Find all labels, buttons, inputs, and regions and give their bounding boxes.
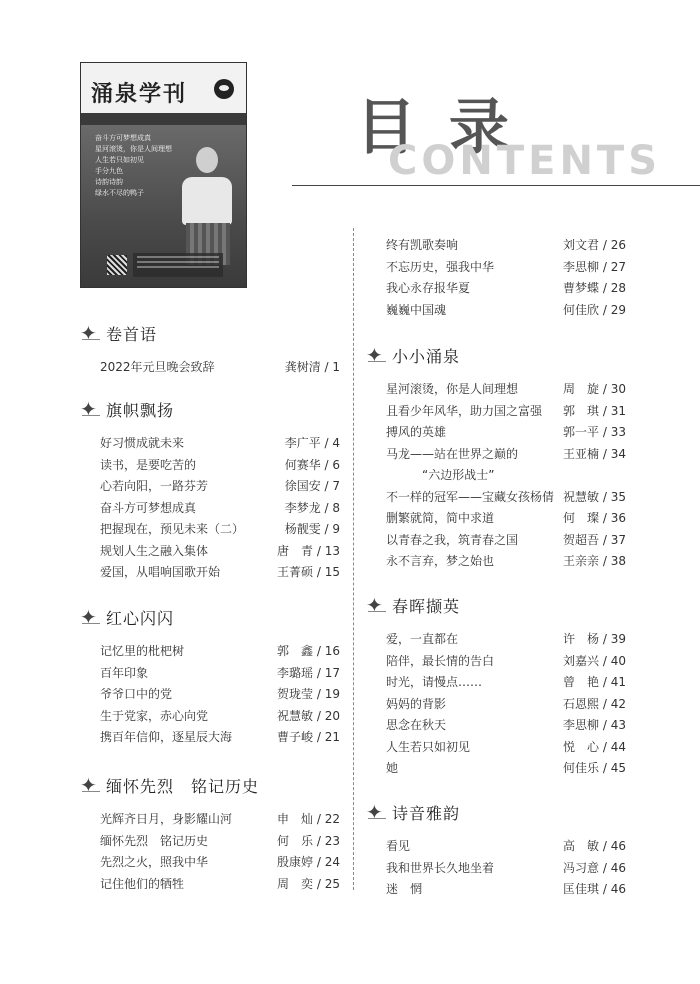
entry-author-page: 刘文君 / 26	[563, 238, 626, 252]
entry-title: 我和世界长久地坐着	[386, 860, 495, 875]
toc-entry[interactable]	[80, 498, 340, 520]
entry-author-page: 李广平 / 4	[284, 436, 340, 450]
cover-headlines	[95, 133, 172, 199]
sparkle-icon	[366, 345, 386, 367]
entry-title: 不忘历史，强我中华	[386, 259, 495, 274]
toc-entry[interactable]	[366, 379, 626, 401]
entry-title: 马龙——站在世界之巅的	[386, 446, 519, 461]
entry-author-page: 王亚楠 / 34	[563, 446, 626, 461]
entry-author-page: 王菁硕 / 15	[277, 565, 340, 579]
cover-headline: 奋斗方可梦想成真	[95, 134, 151, 142]
toc-entry[interactable]	[366, 629, 626, 651]
sparkle-icon	[80, 607, 100, 629]
entry-title: 记住他们的牺牲	[100, 876, 185, 891]
toc-entry[interactable]	[80, 562, 340, 584]
cover-headline: 诗韵诗韵	[95, 178, 123, 186]
toc-entry[interactable]	[366, 858, 626, 880]
section-mianhuaixianlie	[80, 774, 340, 895]
sparkle-icon	[80, 323, 100, 345]
sparkle-icon	[80, 775, 100, 797]
toc-entry[interactable]	[366, 737, 626, 759]
toc-entry[interactable]	[366, 422, 626, 444]
cover-masthead	[81, 63, 246, 113]
entry-author-page: 李思柳 / 43	[563, 718, 626, 732]
section-title: 缅怀先烈 铭记历史	[106, 777, 260, 796]
section-title: 卷首语	[106, 325, 158, 344]
toc-entry[interactable]	[80, 519, 340, 541]
entry-author-page: 悦 心 / 44	[563, 739, 626, 754]
entry-author-page: 龚树清 / 1	[284, 360, 340, 374]
toc-entry[interactable]	[80, 476, 340, 498]
toc-entry[interactable]	[80, 541, 340, 563]
cover-title: 涌泉学刊	[91, 81, 188, 107]
toc-entry[interactable]	[366, 508, 626, 530]
entry-author-page: 何佳乐 / 45	[563, 761, 626, 775]
entry-title: 携百年信仰，逐星辰大海	[100, 730, 233, 744]
section-continued	[366, 235, 626, 321]
school-logo-icon	[214, 79, 234, 99]
entry-author-page: 刘嘉兴 / 40	[563, 653, 626, 668]
cover-footer-text	[133, 253, 223, 277]
entry-title: 陪伴，最长情的告白	[386, 653, 495, 668]
entry-title: 爱，一直都在	[386, 632, 459, 646]
entry-author-page: 曾 艳 / 41	[563, 675, 626, 689]
sparkle-icon	[80, 399, 100, 421]
toc-entry[interactable]	[80, 706, 340, 728]
entry-title: 妈妈的背影	[386, 696, 447, 711]
entry-author-page: 冯习意 / 46	[563, 860, 626, 875]
entry-title: 搏风的英雄	[386, 425, 447, 439]
column-divider	[353, 228, 354, 890]
entry-author-page: 王亲亲 / 38	[563, 554, 626, 568]
toc-entry[interactable]	[366, 530, 626, 552]
entry-title: 永不言弃，梦之始也	[386, 554, 495, 568]
toc-entry[interactable]	[80, 641, 340, 663]
toc-entry[interactable]	[80, 852, 340, 874]
toc-entry[interactable]	[366, 694, 626, 716]
entry-author-page: 李璐瑶 / 17	[277, 665, 340, 680]
entry-title: 奋斗方可梦想成真	[100, 500, 197, 515]
toc-entry[interactable]	[80, 357, 340, 379]
entry-author-page: 祝慧敏 / 20	[277, 708, 340, 723]
entry-title: 不一样的冠军——宝藏女孩杨倩	[386, 489, 555, 504]
entry-title: 读书，是要吃苦的	[100, 457, 197, 472]
entry-title: 删繁就简，简中求道	[386, 511, 495, 525]
toc-entry[interactable]	[80, 727, 340, 749]
section-title: 春晖撷英	[392, 597, 461, 616]
header-rule	[292, 185, 700, 186]
entry-author-page: 何 乐 / 23	[277, 833, 340, 848]
entry-author-page: 何赛华 / 6	[284, 457, 340, 472]
entry-title: 终有凯歌奏响	[386, 238, 459, 252]
toc-entry[interactable]	[80, 455, 340, 477]
entry-author-page: 许 杨 / 39	[563, 632, 626, 646]
toc-entry[interactable]	[366, 879, 626, 901]
entry-title: 先烈之火，照我中华	[100, 855, 209, 869]
toc-entry[interactable]	[366, 235, 626, 257]
cover-headline: 手分九色	[95, 167, 123, 175]
magazine-cover-image	[80, 62, 247, 288]
entry-author-page: 周 奕 / 25	[277, 876, 340, 891]
sparkle-icon	[366, 802, 386, 824]
toc-entry[interactable]	[80, 831, 340, 853]
sparkle-icon	[366, 595, 386, 617]
toc-entry[interactable]	[80, 663, 340, 685]
qr-code-icon	[107, 255, 127, 275]
entry-title: 好习惯成就未来	[100, 436, 185, 450]
cover-headline: 星河滚烫，你是人间理想	[95, 145, 172, 153]
entry-author-page: 何佳欣 / 29	[563, 302, 626, 317]
entry-author-page: 殷康婷 / 24	[277, 855, 340, 869]
entry-author-page: 李梦龙 / 8	[284, 500, 340, 515]
toc-entry[interactable]	[366, 401, 626, 423]
toc-entry[interactable]	[366, 758, 626, 780]
entry-title: 心若向阳，一路芬芳	[100, 479, 209, 493]
entry-title: 且看少年风华，助力国之富强	[386, 403, 543, 418]
entry-title: 人生若只如初见	[386, 739, 471, 754]
section-title: 红心闪闪	[106, 609, 175, 628]
entry-title: 爱国，从唱响国歌开始	[100, 565, 221, 579]
entry-author-page: 祝慧敏 / 35	[563, 489, 626, 504]
entry-author-page: 杨靓雯 / 9	[284, 522, 340, 536]
entry-title: 生于党家，赤心向党	[100, 708, 209, 723]
section-xiaoxiaoyongquan	[366, 344, 626, 573]
section-hongxinshanshan	[80, 606, 340, 749]
entry-title: 爷爷口中的党	[100, 687, 173, 701]
entry-author-page: 唐 青 / 13	[277, 543, 340, 558]
entry-title: 把握现在，预见未来（二）	[100, 522, 245, 536]
section-qizhipiaoyang	[80, 398, 340, 584]
entry-title: 巍巍中国魂	[386, 302, 447, 317]
entry-author-page: 贺超吾 / 37	[563, 532, 626, 547]
entry-title: 以青春之我，筑青春之国	[386, 532, 519, 547]
toc-entry[interactable]	[366, 487, 626, 509]
toc-entry[interactable]	[366, 836, 626, 858]
page-title: 目 录	[356, 93, 515, 163]
entry-author-page: 何 璨 / 36	[563, 511, 626, 525]
toc-entry[interactable]	[366, 672, 626, 694]
section-title: 旗帜飘扬	[106, 401, 175, 420]
entry-author-page: 曹子峻 / 21	[277, 730, 340, 744]
toc-entry[interactable]	[366, 651, 626, 673]
toc-entry-continuation[interactable]	[366, 465, 626, 487]
toc-entry[interactable]	[366, 300, 626, 322]
entry-author-page: 高 敏 / 46	[563, 839, 626, 853]
entry-title: “六边形战士”	[386, 468, 495, 482]
entry-author-page: 郭 鑫 / 16	[277, 644, 340, 658]
entry-title: 规划人生之融入集体	[100, 543, 209, 558]
cover-headline: 绿水不尽的鸭子	[95, 189, 144, 197]
entry-title: 时光，请慢点……	[386, 675, 483, 689]
section-juanshouyu	[80, 322, 340, 379]
cover-headline: 人生若只如初见	[95, 156, 144, 164]
entry-title: 她	[386, 761, 399, 775]
entry-title: 迷 惘	[386, 882, 423, 896]
entry-author-page: 郭 琪 / 31	[563, 403, 626, 418]
cover-strip	[81, 113, 246, 125]
entry-author-page: 周 旋 / 30	[563, 382, 626, 396]
toc-entry[interactable]	[80, 874, 340, 896]
section-chunhuixieying	[366, 594, 626, 780]
section-title: 小小涌泉	[392, 347, 461, 366]
entry-author-page: 郭一平 / 33	[563, 425, 626, 439]
entry-author-page: 贺珑莹 / 19	[277, 687, 340, 701]
entry-author-page: 匡佳琪 / 46	[563, 882, 626, 896]
entry-author-page: 曹梦蝶 / 28	[563, 281, 626, 295]
entry-author-page: 石恩熙 / 42	[563, 696, 626, 711]
entry-title: 光辉齐日月，身影耀山河	[100, 812, 233, 826]
toc-entry[interactable]	[366, 551, 626, 573]
page-subtitle: CONTENTS	[388, 138, 662, 184]
entry-title: 记忆里的枇杷树	[100, 644, 185, 658]
entry-title: 百年印象	[100, 665, 149, 680]
toc-entry[interactable]	[80, 684, 340, 706]
entry-title: 缅怀先烈 铭记历史	[100, 833, 209, 848]
toc-entry[interactable]	[80, 433, 340, 455]
entry-author-page: 申 灿 / 22	[277, 812, 340, 826]
toc-entry[interactable]	[366, 444, 626, 466]
entry-title: 2022年元旦晚会致辞	[100, 360, 215, 374]
entry-author-page: 李思柳 / 27	[563, 259, 626, 274]
entry-title: 星河滚烫，你是人间理想	[386, 382, 519, 396]
entry-author-page: 徐国安 / 7	[284, 479, 340, 493]
toc-entry[interactable]	[80, 809, 340, 831]
toc-entry[interactable]	[366, 278, 626, 300]
section-title: 诗音雅韵	[392, 804, 461, 823]
entry-title: 思念在秋天	[386, 718, 447, 732]
toc-entry[interactable]	[366, 257, 626, 279]
entry-title: 看见	[386, 839, 411, 853]
toc-entry[interactable]	[366, 715, 626, 737]
section-shiyinyayun	[366, 801, 626, 901]
entry-title: 我心永存报华夏	[386, 281, 471, 295]
